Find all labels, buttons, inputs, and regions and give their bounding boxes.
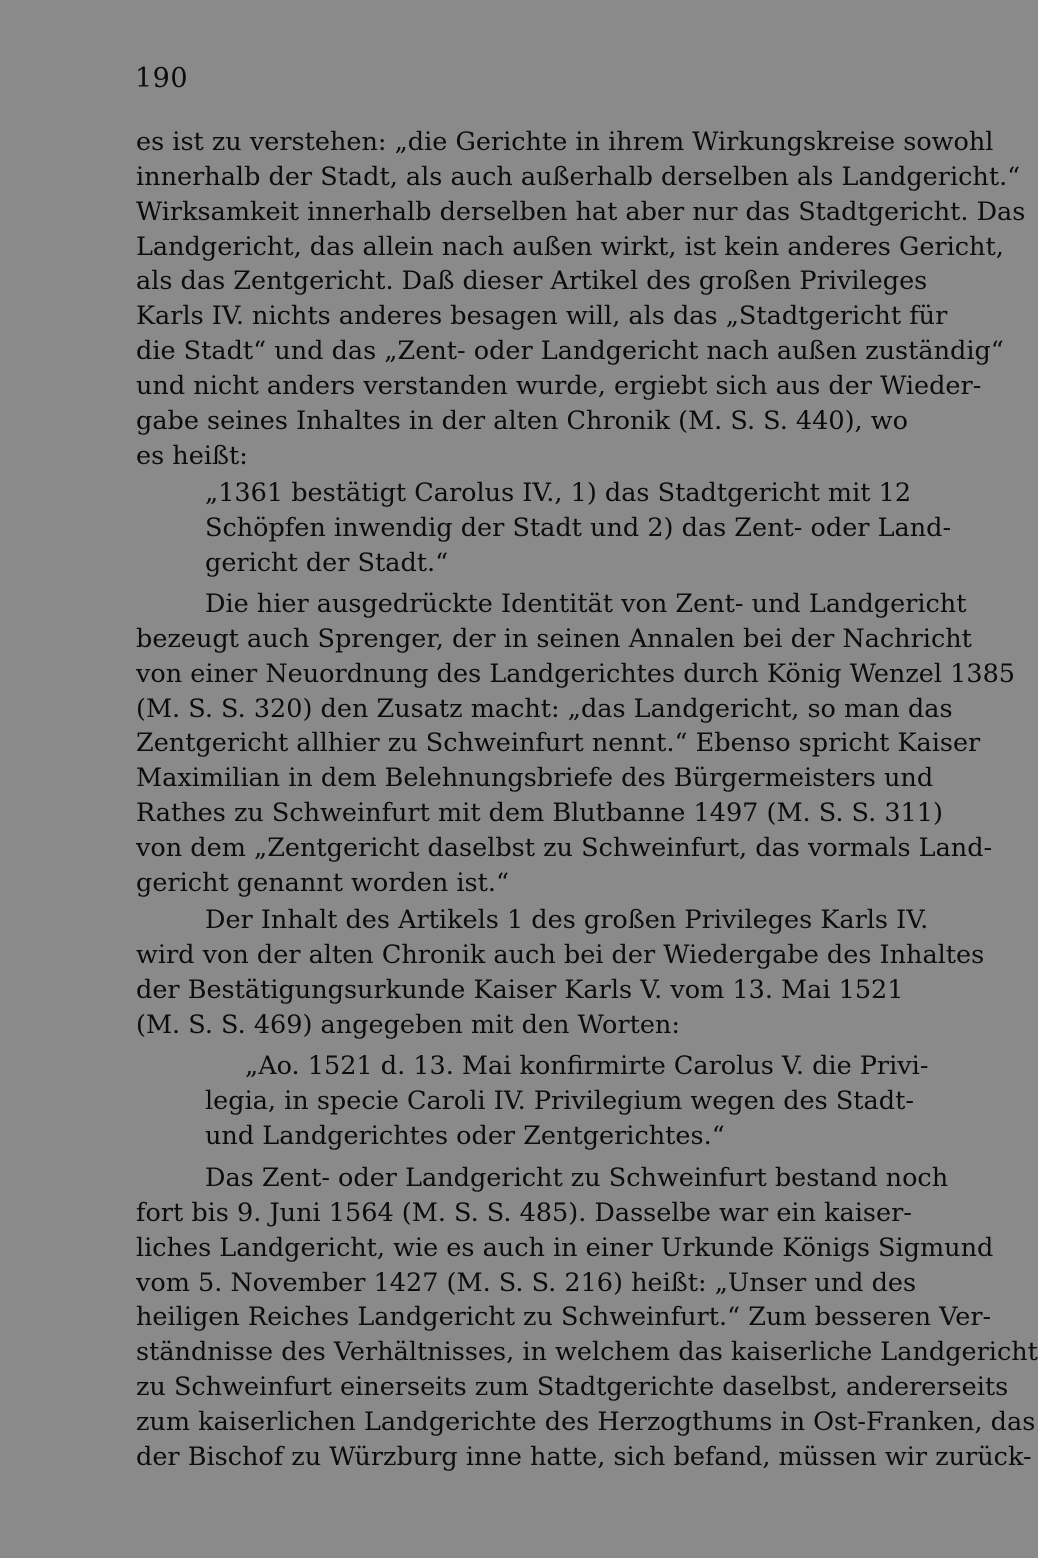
text-line: es heißt: <box>136 440 248 471</box>
paragraph-4 <box>136 1161 1038 1475</box>
page-number: 190 <box>135 63 189 94</box>
text-line: von einer Neuordnung des Landgerichtes durch König Wenzel 1385 <box>136 658 1016 689</box>
text-line: liches Landgericht, wie es auch in einer Urkunde Königs Sigmund <box>136 1232 994 1263</box>
text-line: Zentgericht allhier zu Schweinfurt nennt.“ Ebenso spricht Kaiser <box>136 728 981 759</box>
text-line: (M. S. S. 320) den Zusatz macht: „das Landgericht, so man das <box>136 693 953 724</box>
text-line: vom 5. November 1427 (M. S. S. 216) heißt: „Unser und des <box>136 1267 917 1298</box>
text-line: der Bestätigungsurkunde Kaiser Karls V. vom 13. Mai 1521 <box>136 974 904 1005</box>
text-line: (M. S. S. 469) angegeben mit den Worten: <box>136 1009 680 1040</box>
text-line: Die hier ausgedrückte Identität von Zent- und Landgericht <box>205 589 967 619</box>
text-line: gericht genannt worden ist.“ <box>136 867 509 898</box>
text-line: „1361 bestätigt Carolus IV., 1) das Stadtgericht mit 12 <box>205 478 912 508</box>
text-line: zu Schweinfurt einerseits zum Stadtgerichte daselbst, andererseits <box>136 1372 1009 1403</box>
text-line: zum kaiserlichen Landgerichte des Herzogthums in Ost-Franken, das <box>136 1406 1036 1437</box>
text-line: Schöpfen inwendig der Stadt und 2) das Zent- oder Land- <box>205 512 952 543</box>
text-line: legia, in specie Caroli IV. Privilegium wegen des Stadt- <box>205 1085 914 1116</box>
text-line: es ist zu verstehen: „die Gerichte in ihrem Wirkungskreise sowohl <box>136 127 994 157</box>
text-line: bezeugt auch Sprenger, der in seinen Annalen bei der Nachricht <box>136 623 972 654</box>
text-line: der Bischof zu Würzburg inne hatte, sich befand, müssen wir zurück- <box>136 1441 1032 1472</box>
text-line: „Ao. 1521 d. 13. Mai konfirmirte Carolus V. die Privi- <box>245 1051 929 1081</box>
text-line: Karls IV. nichts anderes besagen will, als das „Stadtgericht für <box>136 301 948 332</box>
text-line: Wirksamkeit innerhalb derselben hat aber nur das Stadtgericht. Das <box>136 196 1026 227</box>
text-line: Maximilian in dem Belehnungsbriefe des Bürgermeisters und <box>136 763 934 794</box>
block-quote-2 <box>205 1049 929 1154</box>
text-line: innerhalb der Stadt, als auch außerhalb derselben als Landgericht.“ <box>136 161 1021 192</box>
text-line: von dem „Zentgericht daselbst zu Schweinfurt, das vormals Land- <box>136 832 993 863</box>
paragraph-3 <box>136 903 985 1042</box>
text-line: ständnisse des Verhältnisses, in welchem das kaiserliche Landgericht <box>136 1337 1038 1368</box>
text-line: Der Inhalt des Artikels 1 des großen Privileges Karls IV. <box>205 905 929 935</box>
text-line: gabe seines Inhaltes in der alten Chronik (M. S. S. 440), wo <box>136 405 908 436</box>
text-line: und Landgerichtes oder Zentgerichtes.“ <box>205 1120 725 1151</box>
text-line: Rathes zu Schweinfurt mit dem Blutbanne 1497 (M. S. S. 311) <box>136 798 943 829</box>
paragraph-1 <box>136 125 1026 473</box>
text-line: heiligen Reiches Landgericht zu Schweinfurt.“ Zum besseren Ver- <box>136 1302 992 1333</box>
text-line: und nicht anders verstanden wurde, ergiebt sich aus der Wieder- <box>136 370 982 401</box>
text-line: als das Zentgericht. Daß dieser Artikel des großen Privileges <box>136 266 928 297</box>
text-line: wird von der alten Chronik auch bei der Wiedergabe des Inhaltes <box>136 939 985 970</box>
text-line: die Stadt“ und das „Zent- oder Landgericht nach außen zuständig“ <box>136 336 1004 367</box>
text-line: gericht der Stadt.“ <box>205 547 449 578</box>
block-quote-1 <box>205 476 952 581</box>
paragraph-2 <box>136 587 1016 901</box>
text-line: fort bis 9. Juni 1564 (M. S. S. 485). Dasselbe war ein kaiser- <box>136 1197 912 1228</box>
text-line: Das Zent- oder Landgericht zu Schweinfurt bestand noch <box>205 1163 949 1193</box>
text-line: Landgericht, das allein nach außen wirkt, ist kein anderes Gericht, <box>136 231 1004 262</box>
